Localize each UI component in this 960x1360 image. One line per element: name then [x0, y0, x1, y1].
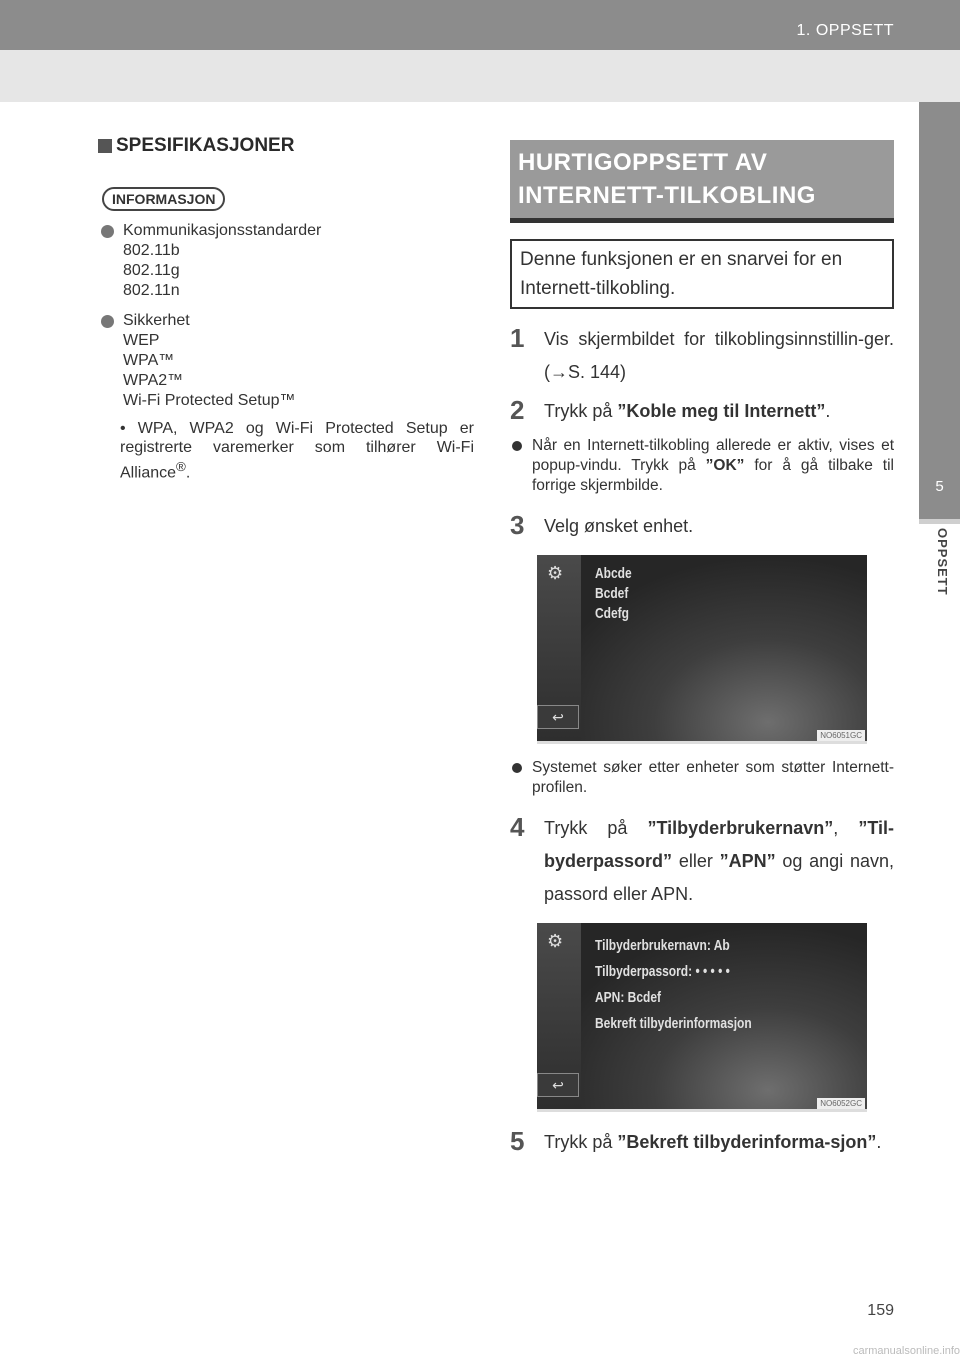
page-header: [0, 0, 960, 50]
device-select-screenshot: ⚙ Abcde Bcdef Cdefg ↩ NO6051GC: [537, 555, 867, 744]
bullet-dot-icon: [512, 441, 522, 451]
footer-watermark: carmanualsonline.info: [852, 1345, 960, 1357]
side-tab-divider: [919, 519, 960, 524]
spec-bullet: Sikkerhet WEP WPA™ WPA2™ Wi-Fi Protected Setup™: [98, 311, 474, 411]
left-column: [98, 135, 474, 482]
square-bullet-icon: [98, 139, 112, 153]
trademark-note: • WPA, WPA2 og Wi-Fi Protected Setup er registrerte varemerker som tilhører Wi-Fi Alliance®.: [120, 420, 474, 482]
section-title: SPESIFIKASJONER: [98, 135, 474, 157]
heading-rule: [510, 218, 894, 223]
bluetooth-device-icon: ⚙: [547, 931, 564, 951]
side-tab-number: 5: [935, 478, 944, 495]
bullet-dot-icon: [101, 225, 114, 238]
step-3: 3 Velg ønsket enhet.: [510, 510, 694, 540]
spec-bullet: Kommunikasjonsstandarder 802.11b 802.11g 802.11n: [98, 221, 474, 301]
header-band: [0, 50, 960, 102]
header-section: 1. OPPSETT: [796, 22, 894, 39]
bullet-dot-icon: [101, 315, 114, 328]
note-bullet: Systemet søker etter enheter som støtter Internett-profilen.: [510, 758, 894, 798]
bullet-dot-icon: [512, 763, 522, 773]
back-icon: ↩: [537, 1073, 579, 1097]
intro-box: Denne funksjonen er en snarvei for en Internett-tilkobling.: [510, 239, 894, 309]
step-5: 5 Trykk på ”Bekreft tilbyderinforma-sjon”.: [510, 1126, 882, 1156]
section-heading: HURTIGOPPSETT AV INTERNETT-TILKOBLING: [510, 140, 894, 218]
step-1: 1 Vis skjermbildet for tilkoblingsinnstillin-ger. (→S. 144): [510, 323, 894, 382]
side-tab-label: OPPSETT: [935, 528, 950, 596]
right-column: [510, 140, 894, 1159]
step-2: 2 Trykk på ”Koble meg til Internett”.: [510, 395, 831, 425]
note-bullet: Når en Internett-tilkobling allerede er aktiv, vises et popup-vindu. Trykk på ”OK” for å gå tilbake til forrige skjermbilde.: [510, 436, 894, 496]
provider-info-screenshot: ⚙ Tilbyderbrukernavn: Ab Tilbyderpassord: • • • • • APN: Bcdef Bekreft tilbyderinformasjon ↩ NO6052GC: [537, 923, 867, 1112]
back-icon: ↩: [537, 705, 579, 729]
info-badge: INFORMASJON: [102, 187, 225, 211]
page-number: 159: [867, 1302, 894, 1319]
bluetooth-device-icon: ⚙: [547, 563, 564, 583]
step-4: 4 Trykk på ”Tilbyderbrukernavn”, ”Til-byderpassord” eller ”APN” og angi navn, passord eller APN.: [510, 812, 894, 904]
